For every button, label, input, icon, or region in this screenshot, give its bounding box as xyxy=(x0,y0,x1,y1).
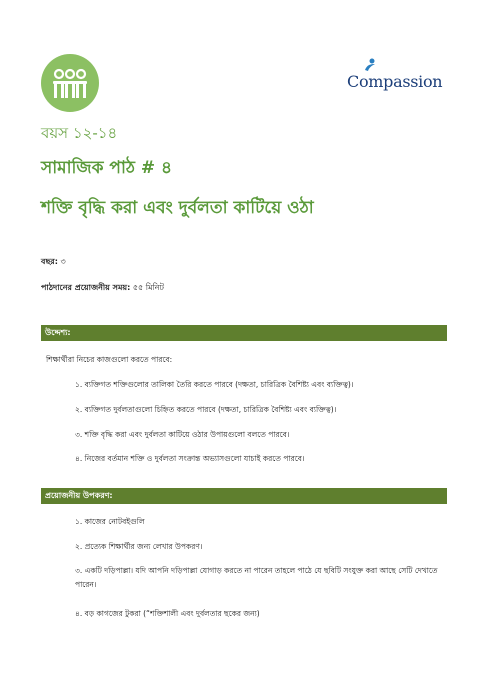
objective-item-4: ৪. নিজের বর্তমান শক্তি ও দুর্বলতা সংক্রান্ত অভ্যাসগুলো যাচাই করতে পারবে। xyxy=(75,454,305,463)
objectives-heading: উদ্দেশ্য: xyxy=(41,325,447,341)
age-group-logo xyxy=(41,54,99,112)
people-group-icon xyxy=(41,54,99,112)
year-value: ৩ xyxy=(60,257,66,266)
year-line xyxy=(41,256,66,269)
time-line xyxy=(41,282,164,295)
time-value: ৫৫ মিনিট xyxy=(132,283,164,292)
material-item-1: ১. কাজের নোটবইগুলি xyxy=(75,517,145,526)
objectives-intro: শিক্ষার্থীরা নিচের কাজগুলো করতে পারবে: xyxy=(46,355,173,364)
year-label: বছর: xyxy=(41,257,58,266)
compassion-figure-icon xyxy=(363,58,377,72)
brand-name: Compassion xyxy=(347,72,443,91)
material-item-4: ৪. বড় কাগজের টুকরা (“শক্তিশালী এবং দুর্বলতার ছকের জন্য) xyxy=(75,609,260,618)
objective-item-3: ৩. শক্তি বৃদ্ধি করা এবং দুর্বলতা কাটিয়ে ওঠার উপায়গুলো বলতে পারবে। xyxy=(75,430,290,439)
objective-item-1: ১. ব্যক্তিগত শক্তিগুলোর তালিকা তৈরি করতে পারবে (দক্ষতা, চারিত্রিক বৈশিষ্ট্য এবং ব্যক্তিত্ব)। xyxy=(75,380,354,389)
lesson-number: সামাজিক পাঠ # ৪ xyxy=(41,158,173,178)
age-range: বয়স ১২-১৪ xyxy=(41,124,118,142)
material-item-2: ২. প্রত্যেক শিক্ষার্থীর জন্য লেখার উপকরণ। xyxy=(75,542,203,551)
materials-heading: প্রয়োজনীয় উপকরণ: xyxy=(41,488,447,504)
compassion-logo xyxy=(347,58,447,94)
page-title: শক্তি বৃদ্ধি করা এবং দুর্বলতা কাটিয়ে ওঠা xyxy=(41,198,314,218)
time-label: পাঠদানের প্রয়োজনীয় সময়: xyxy=(41,283,131,292)
material-item-3: ৩. একটি দড়িপাল্লা। যদি আপনি দড়িপাল্লা যোগাড় করতে না পারেন তাহলে পাঠে যে ছবিটি সংযুক্ত করা আছে সেটি দেখাতে পারেন। xyxy=(75,566,438,589)
objective-item-2: ২. ব্যক্তিগত দুর্বলতাগুলো চিহ্নিত করতে পারবে (দক্ষতা, চারিত্রিক বৈশিষ্ট্য এবং ব্যক্তিত্ব)। xyxy=(75,405,337,414)
